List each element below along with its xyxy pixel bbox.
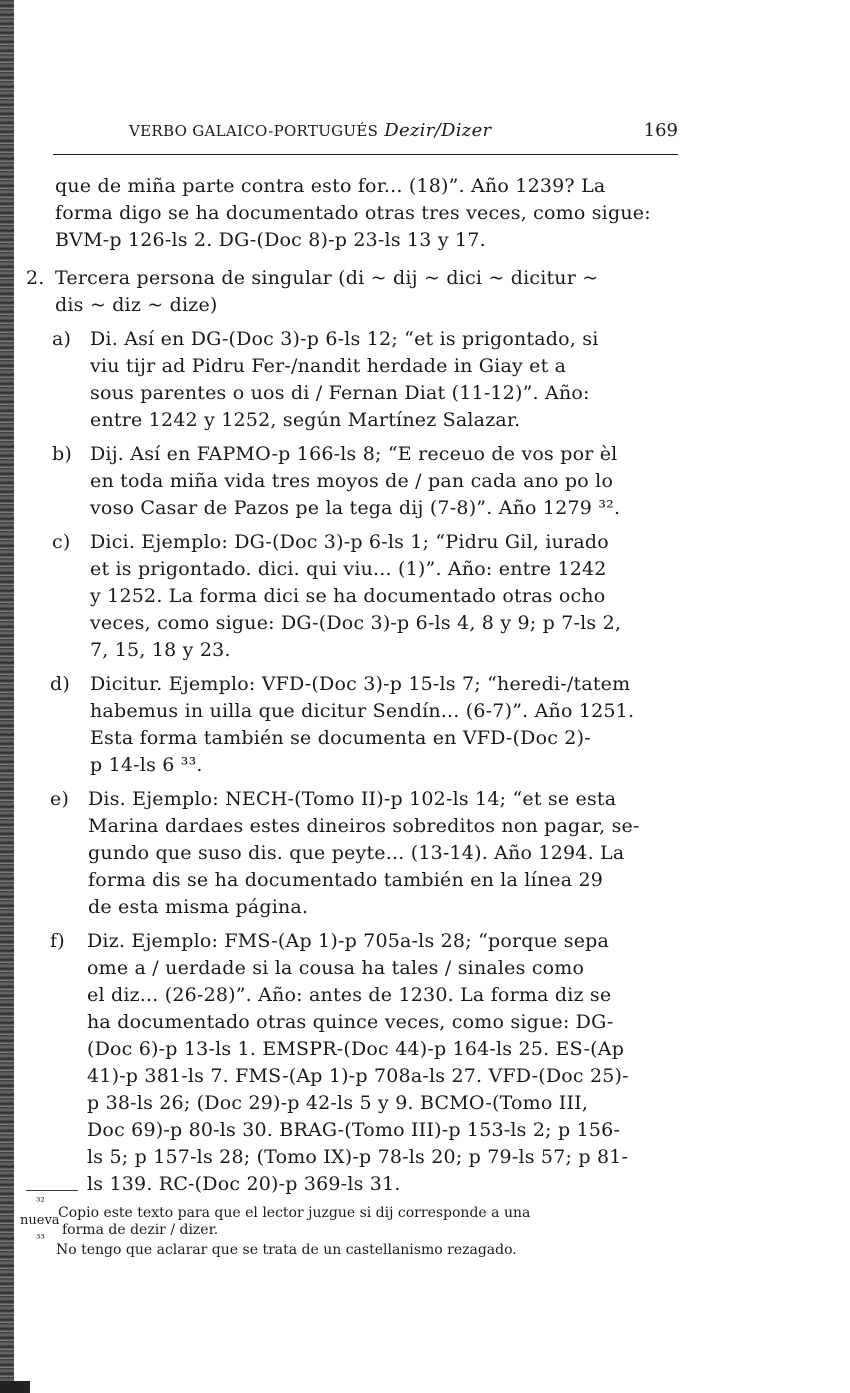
item-line: entre 1242 y 1252, según Martínez Salazar. — [90, 409, 521, 431]
item-line: p 38-ls 26; (Doc 29)-p 42-ls 5 y 9. BCMO-(Tomo III, — [87, 1092, 589, 1114]
item-line: Marina dardaes estes dineiros sobreditos non pagar, se- — [88, 815, 640, 837]
item-line: ome a / uerdade si la cousa ha tales / sinales como — [87, 957, 585, 979]
page-number: 169 — [643, 120, 678, 141]
footnote-33-line: No tengo que aclarar que se trata de un castellanismo rezagado. — [56, 1242, 517, 1258]
footnote-32-line-2: forma de dezir / dizer. — [62, 1222, 219, 1238]
item-line: el diz... (26-28)”. Año: antes de 1230. La forma diz se — [87, 984, 612, 1006]
item-line: Dicitur. Ejemplo: VFD-(Doc 3)-p 15-ls 7; “heredi-/tatem — [90, 673, 631, 695]
item-line: de esta misma página. — [88, 896, 309, 918]
item-line: en toda miña vida tres moyos de / pan cada ano po lo — [90, 470, 614, 492]
item-line: 7, 15, 18 y 23. — [90, 639, 231, 661]
book-binding-edge — [0, 0, 14, 1393]
item-line: Di. Así en DG-(Doc 3)-p 6-ls 12; “et is prigontado, si — [90, 328, 599, 350]
item-line: viu tijr ad Pidru Fer-/nandit herdade in Giay et a — [90, 355, 567, 377]
running-head-title: VERBO GALAICO-PORTUGUÉS — [129, 122, 379, 140]
binding-corner-mark — [0, 1381, 30, 1393]
item-line: ls 139. RC-(Doc 20)-p 369-ls 31. — [87, 1173, 401, 1195]
item-line: et is prigontado. dici. qui viu... (1)”. Año: entre 1242 — [90, 558, 607, 580]
item-line: sous parentes o uos di / Fernan Diat (11-12)”. Año: — [90, 382, 590, 404]
running-head — [129, 120, 491, 141]
footnote-33-mark: ³³ — [36, 1232, 45, 1245]
item-line: Dici. Ejemplo: DG-(Doc 3)-p 6-ls 1; “Pidru Gil, iurado — [90, 531, 609, 553]
section-heading-line: Tercera persona de singular (di ~ dij ~ dici ~ dicitur ~ — [55, 267, 599, 289]
item-line: Doc 69)-p 80-ls 30. BRAG-(Tomo III)-p 153-ls 2; p 156- — [87, 1119, 621, 1141]
footnote-32-line-1: Copio este texto para que el lector juzgue si dij corresponde a una — [58, 1205, 531, 1221]
intro-line: BVM-p 126-ls 2. DG-(Doc 8)-p 23-ls 13 y 17. — [55, 229, 486, 251]
intro-line: forma digo se ha documentado otras tres veces, como sigue: — [55, 202, 651, 224]
item-line: ls 5; p 157-ls 28; (Tomo IX)-p 78-ls 20; p 79-ls 57; p 81- — [87, 1146, 629, 1168]
page-header — [53, 114, 678, 155]
item-marker: a) — [52, 328, 72, 350]
item-line: ha documentado otras quince veces, como sigue: DG- — [87, 1011, 614, 1033]
footnote-rule — [26, 1190, 78, 1191]
footnote-32-mark: ³² — [36, 1195, 45, 1208]
item-line: Dis. Ejemplo: NECH-(Tomo II)-p 102-ls 14; “et se esta — [88, 788, 617, 810]
item-line: veces, como sigue: DG-(Doc 3)-p 6-ls 4, 8 y 9; p 7-ls 2, — [90, 612, 622, 634]
item-line: Dij. Así en FAPMO-p 166-ls 8; “E receuo de vos por èl — [90, 443, 618, 465]
item-marker: b) — [52, 443, 72, 465]
item-line: forma dis se ha documentado también en la línea 29 — [88, 869, 604, 891]
section-heading-line: dis ~ diz ~ dize) — [55, 294, 218, 316]
item-line: y 1252. La forma dici se ha documentado otras ocho — [90, 585, 606, 607]
item-marker: c) — [52, 531, 71, 553]
item-line: gundo que suso dis. que peyte... (13-14). Año 1294. La — [88, 842, 625, 864]
item-line: voso Casar de Pazos pe la tega dij (7-8)”. Año 1279 ³². — [90, 497, 621, 519]
item-line: (Doc 6)-p 13-ls 1. EMSPR-(Doc 44)-p 164-ls 25. ES-(Ap — [87, 1038, 625, 1060]
item-line: p 14-ls 6 ³³. — [90, 754, 203, 776]
item-marker: f) — [50, 930, 65, 952]
footnote-32-lead: nueva — [20, 1213, 60, 1228]
item-marker: d) — [50, 673, 70, 695]
item-line: habemus in uilla que dicitur Sendín... (6-7)”. Año 1251. — [90, 700, 635, 722]
item-line: Diz. Ejemplo: FMS-(Ap 1)-p 705a-ls 28; “porque sepa — [87, 930, 610, 952]
item-marker: e) — [50, 788, 70, 810]
item-line: 41)-p 381-ls 7. FMS-(Ap 1)-p 708a-ls 27. VFD-(Doc 25)- — [87, 1065, 629, 1087]
intro-line: que de miña parte contra esto for... (18)”. Año 1239? La — [55, 175, 606, 197]
section-number: 2. — [26, 267, 45, 289]
running-head-subtitle: Dezir/Dizer — [384, 120, 492, 141]
item-line: Esta forma también se documenta en VFD-(Doc 2)- — [90, 727, 591, 749]
